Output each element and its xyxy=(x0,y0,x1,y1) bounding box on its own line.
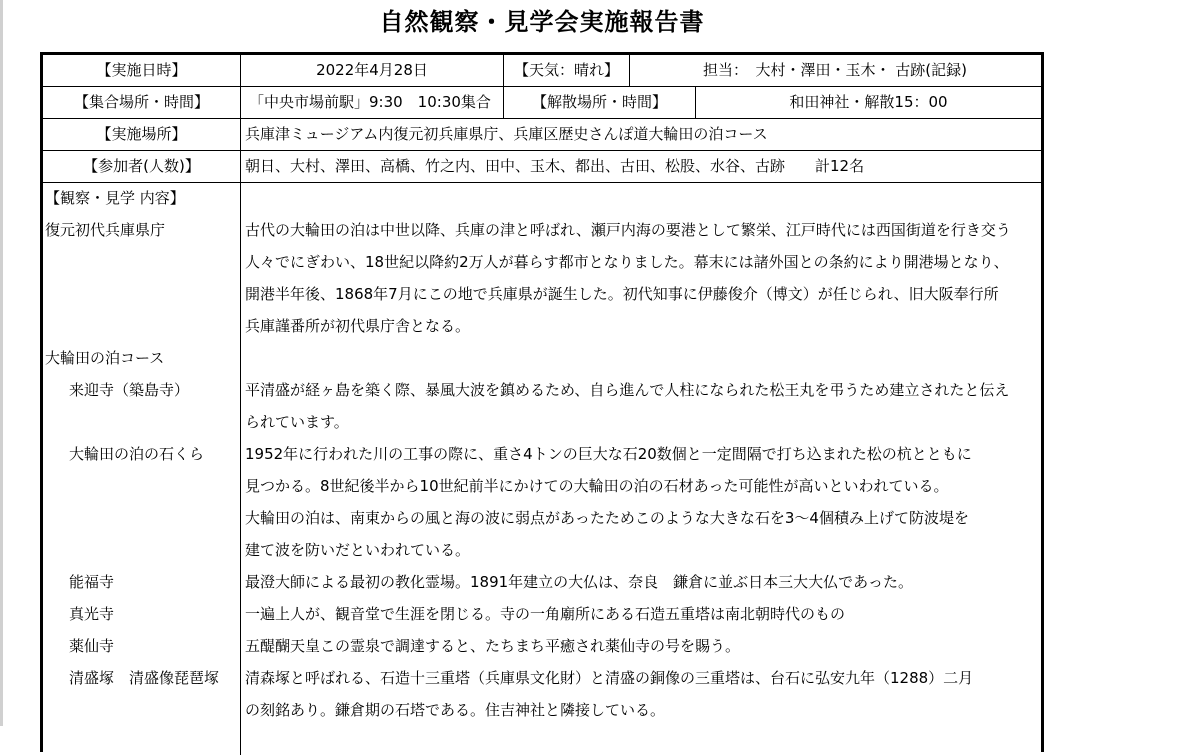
item-label: 真光寺 xyxy=(69,605,115,623)
item-text: 見つかる。8世紀後半から10世紀前半にかけての大輪田の泊の石材あった可能性が高いといわれている。 xyxy=(245,477,949,495)
item-text: 1952年に行われた川の工事の際に、重さ4トンの巨大な石20数個と一定間隔で打ち込まれた松の杭とともに xyxy=(245,445,972,463)
divider xyxy=(240,87,241,118)
item-label: 清盛塚 清盛像琵琶塚 xyxy=(69,669,220,687)
row-meeting xyxy=(43,87,1041,119)
staff-value: 担当： 大村・澤田・玉木・ 古跡(記録) xyxy=(703,61,967,79)
item-text: 兵庫謹番所が初代県庁舎となる。 xyxy=(245,317,471,335)
item-label: 復元初代兵庫県庁 xyxy=(45,221,166,239)
dismissal-label: 【解散場所・時間】 xyxy=(531,93,667,111)
item-text: 最澄大師による最初の教化霊場。1891年建立の大仏は、奈良 鎌倉に並ぶ日本三大大仏であった。 xyxy=(245,573,914,591)
meeting-value: 「中央市場前駅」9:30 10:30集合 xyxy=(249,93,491,111)
item-text: 一遍上人が、観音堂で生涯を閉じる。寺の一角廟所にある石造五重塔は南北朝時代のもの xyxy=(245,605,846,623)
participants-value: 朝日、大村、澤田、高橋、竹之内、田中、玉木、都出、古田、松股、水谷、古跡 計12名 xyxy=(245,157,865,175)
window-left-edge xyxy=(0,0,3,726)
document-title: 自然観察・見学会実施報告書 xyxy=(379,8,705,36)
report-sheet xyxy=(40,52,1044,752)
divider xyxy=(240,119,241,150)
divider xyxy=(629,55,630,86)
row-date xyxy=(43,55,1041,87)
item-text: 平清盛が経ヶ島を築く際、暴風大波を鎮めるため、自ら進んで人柱になられた松王丸を弔うため建立されたと伝え xyxy=(245,381,1010,399)
participants-label: 【参加者(人数)】 xyxy=(83,157,200,175)
item-text: 建て波を防いだといわれている。 xyxy=(245,541,471,559)
divider xyxy=(240,183,241,755)
item-text: 大輪田の泊は、南東からの風と海の波に弱点があったためこのような大きな石を3～4個積み上げて防波堤を xyxy=(245,509,969,527)
weather-value: 【天気：晴れ】 xyxy=(513,61,619,79)
row-place xyxy=(43,119,1041,151)
item-label: 能福寺 xyxy=(69,573,115,591)
date-label: 【実施日時】 xyxy=(96,61,187,79)
item-text: 古代の大輪田の泊は中世以降、兵庫の津と呼ばれ、瀬戸内海の要港として繁栄、江戸時代には西国街道を行き交う xyxy=(245,221,1011,239)
item-text: 清森塚と呼ばれる、石造十三重塔（兵庫県文化財）と清盛の銅像の三重塔は、台石に弘安九年（1288）二月 xyxy=(245,669,974,687)
item-label: 大輪田の泊の石くら xyxy=(69,445,205,463)
date-value: 2022年4月28日 xyxy=(316,61,428,79)
item-text: の刻銘あり。鎌倉期の石塔である。住吉神社と隣接している。 xyxy=(245,701,666,719)
place-label: 【実施場所】 xyxy=(96,125,187,143)
divider xyxy=(240,151,241,182)
meeting-label: 【集合場所・時間】 xyxy=(73,93,209,111)
item-text: られています。 xyxy=(245,413,349,431)
item-text: 開港半年後、1868年7月にこの地で兵庫県が誕生した。初代知事に伊藤俊介（博文）が任じられ、旧大阪奉行所 xyxy=(245,285,999,303)
section-label: 【観察・見学 内容】 xyxy=(45,189,185,207)
content-area xyxy=(43,183,1041,755)
row-participants xyxy=(43,151,1041,183)
place-value: 兵庫津ミュージアム内復元初兵庫県庁、兵庫区歴史さんぽ道大輪田の泊コース xyxy=(245,125,768,143)
item-text: 人々でにぎわい、18世紀以降約2万人が暮らす都市となりました。幕末には諸外国との条約により開港場となり、 xyxy=(245,253,1009,271)
item-label: 来迎寺（築島寺） xyxy=(69,381,190,399)
item-label: 大輪田の泊コース xyxy=(45,349,165,367)
item-label: 薬仙寺 xyxy=(69,637,115,655)
dismissal-value: 和田神社・解散15：00 xyxy=(789,93,948,111)
item-text: 五醍醐天皇この霊泉で調達すると、たちまち平癒され薬仙寺の号を賜う。 xyxy=(245,637,741,655)
